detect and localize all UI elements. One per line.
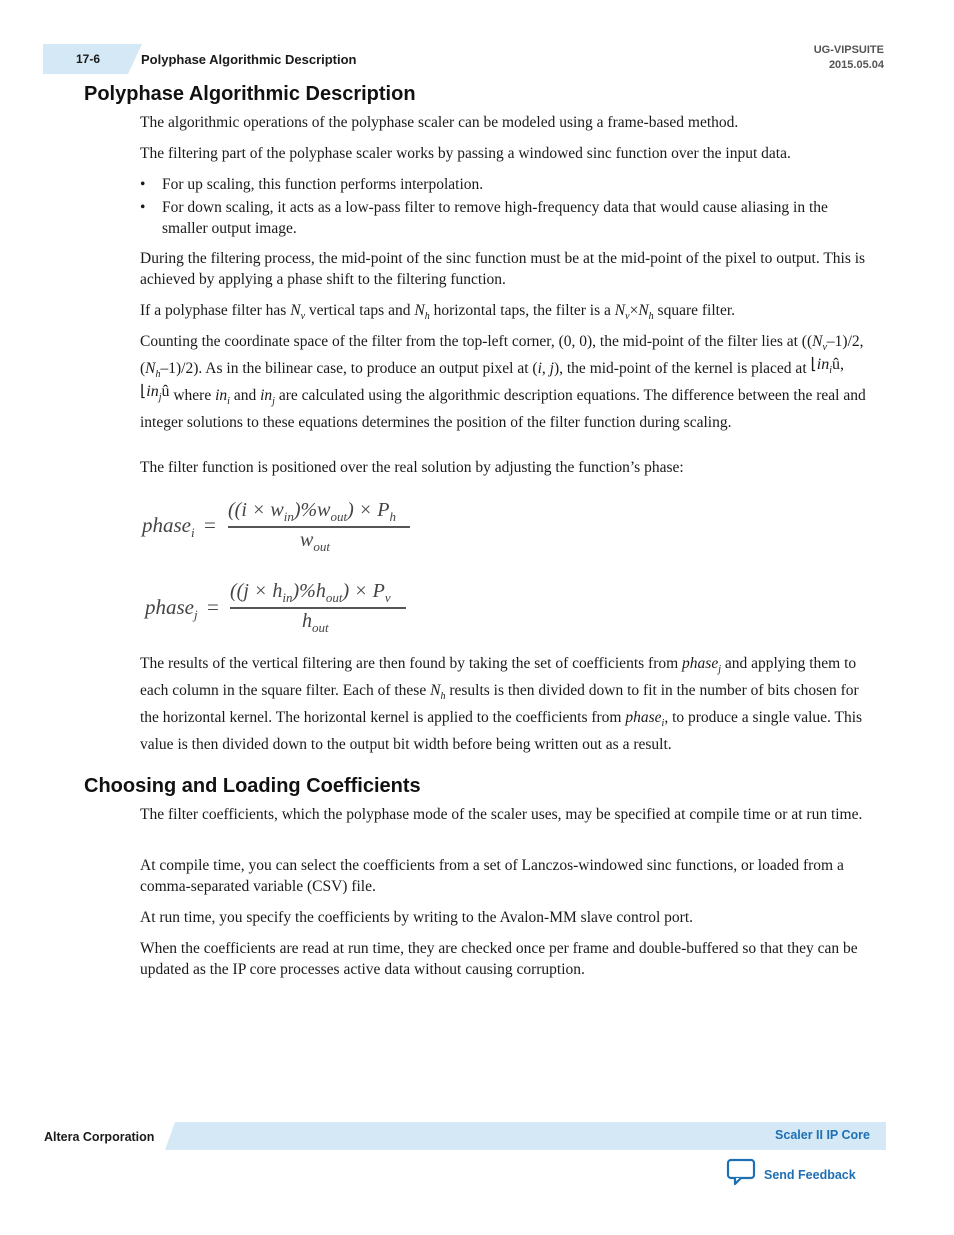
eq2-num: ((j × h xyxy=(230,580,283,602)
eq2-num-sub2: out xyxy=(325,590,343,605)
document-id xyxy=(814,43,884,73)
paragraph: At compile time, you can select the coefficients from a set of Lanczos-windowed sinc functions, or loaded from a comma-separated variable (CSV) file. xyxy=(140,857,844,895)
send-feedback-button[interactable] xyxy=(726,1158,856,1191)
core-link[interactable]: Scaler II IP Core xyxy=(775,1128,870,1142)
paragraph: When the coefficients are read at run time, they are checked once per frame and double-buffered so that they can be updated as the IP core processes active data without causing corruption. xyxy=(140,940,858,978)
fraction-bar xyxy=(228,526,410,528)
paragraph-filter-size: If a polyphase filter has $N_v$ vertical taps and $N_h$ horizontal taps, the filter is a $N_v\times N_h$ square filter. xyxy=(140,302,736,323)
doc-date: 2015.05.04 xyxy=(828,59,884,71)
eq2-lhs: phase xyxy=(145,595,194,619)
eq1-lhs-sub: i xyxy=(191,525,195,541)
paragraph-midpoint: Counting the coordinate space of the filter from the top-left corner, (0, 0), the mid-point of the filter lies at ($(N_v-1)/2$, $(N_h-1)/2$). As in the bilinear case, to produce an output pixel at (i, j), the mid-point of the kernel is placed at $⌊in_iû$, $⌊in_jû$ where $in_i$ and $in_j$ are calculated using the algorithmic description equations. The difference between the real and integer solutions to these equations determines the position of the filter function during scaling. xyxy=(140,333,866,432)
paragraph-results: The results of the vertical filtering are then found by taking the set of coefficients from phase$_j$ and applying them to each column in the square filter. Each of these $N_h$ results is then divided down to fit in the number of bits chosen for the horizontal kernel. The horizontal kernel is applied to the coefficients from phase$_i$, to produce a single value. This value is then divided down to the output bit width before being written out as a result. xyxy=(140,655,863,754)
eq1-num-mid: )%w xyxy=(293,499,331,521)
eq1-num-end: ) × P xyxy=(347,499,390,521)
list-item-text: For up scaling, this function performs interpolation. xyxy=(162,176,484,193)
paragraph: The filter function is positioned over the real solution by adjusting the function’s phase: xyxy=(140,459,684,476)
company-name: Altera Corporation xyxy=(44,1130,155,1144)
eq2-lhs-sub: j xyxy=(194,607,198,623)
eq1-den: w xyxy=(300,529,314,551)
eq1-num: ((i × w xyxy=(228,499,284,521)
paragraph: The algorithmic operations of the polyphase scaler can be modeled using a frame-based method. xyxy=(140,114,739,131)
paragraph: The filter coefficients, which the polyphase mode of the scaler uses, may be specified at compile time or at run time. xyxy=(140,806,863,823)
list-item: • For up scaling, this function performs interpolation. xyxy=(140,174,872,195)
list-item-text: For down scaling, it acts as a low-pass filter to remove high-frequency data that would cause aliasing in the smaller output image. xyxy=(162,199,828,237)
eq2-num-end: ) × P xyxy=(342,580,385,602)
eq2-num-sub1: in xyxy=(282,590,293,605)
eq1-num-sub2: out xyxy=(330,509,348,524)
running-header-title: Polyphase Algorithmic Description xyxy=(141,52,357,67)
eq2-den: h xyxy=(302,610,312,632)
eq1-den-sub: out xyxy=(313,539,330,554)
eq2-den-sub: out xyxy=(312,620,329,635)
eq1-num-sub1: in xyxy=(283,509,294,524)
speech-bubble-icon xyxy=(726,1158,756,1191)
paragraph: At run time, you specify the coefficients by writing to the Avalon-MM slave control port. xyxy=(140,909,694,926)
eq2-num-sub3: v xyxy=(384,590,391,605)
doc-id-text: UG-VIPSUITE xyxy=(813,44,884,56)
eq2-num-mid: )%h xyxy=(292,580,326,602)
section-heading-polyphase: Polyphase Algorithmic Description xyxy=(84,83,416,105)
paragraph: During the filtering process, the mid-point of the sinc function must be at the mid-point of the pixel to output. This is achieved by applying a phase shift to the filtering function. xyxy=(140,250,866,288)
send-feedback-label[interactable]: Send Feedback xyxy=(764,1167,856,1182)
eq1-lhs: phase xyxy=(142,513,191,537)
page-number: 17-6 xyxy=(76,52,101,66)
section-heading-coefficients: Choosing and Loading Coefficients xyxy=(84,775,421,797)
fraction-bar xyxy=(230,607,406,609)
eq1-num-sub3: h xyxy=(389,509,397,524)
phase-j-equation: phase$_j$ = $((j \times h_{in})\%h_{out}) \times P_v$ $h_{out}$ xyxy=(140,576,430,640)
phase-i-equation: phase$_i$ = $((i \times w_{in})\%w_{out}) \times P_h$ $w_{out}$ xyxy=(140,496,430,560)
paragraph: The filtering part of the polyphase scaler works by passing a windowed sinc function over the input data. xyxy=(140,145,791,162)
list-item: • For down scaling, it acts as a low-pass filter to remove high-frequency data that would cause aliasing in the smaller output image. xyxy=(140,197,872,239)
